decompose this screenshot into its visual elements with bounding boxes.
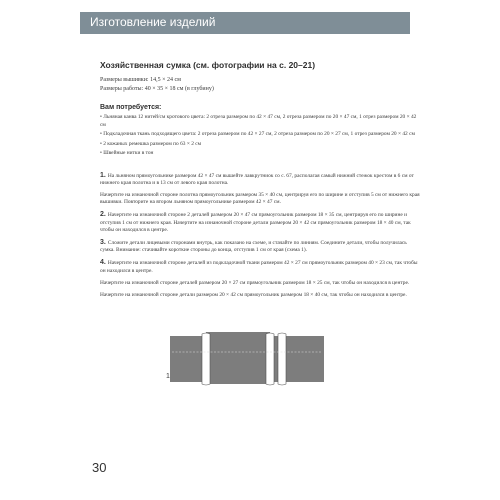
step-text: Начертите на изнаночной стороне 2 деталей размером 20 × 47 см прямоугольник размером 18 × 35 см, центрируя его по ширине и отступив 1 см от нижнего края. Начертите на изнаночной стороне детали размером 20 × 42 см прямоугольник размером 18 × 40 см, так чтобы он находился в центре.	[100, 212, 411, 233]
step-number: 2.	[100, 211, 106, 219]
figure-label: 1	[166, 373, 170, 380]
materials-list	[100, 114, 420, 158]
materials-item: • 2 кожаных ремешка размером по 63 × 2 см	[100, 140, 202, 147]
step-text: Сложите детали лицевыми сторонами внутрь, как показано на схеме, и стачайте по линиям. Соедините детали, чтобы получилась сумка. Внимание: стачивайте короткие стороны до конца, отступив 1 см от края (схема 1).	[100, 239, 407, 254]
materials-item: • Подкладочная ткань подходящего цвета: 2 отреза размером по 42 × 27 см, 2 отреза размером по 20 × 27 см, 1 отрез размером 20 × 42 см	[100, 131, 415, 137]
work-size: Размеры работы: 40 × 35 × 18 см (в глубину)	[100, 86, 214, 92]
step-text: Начертите на изнаночной стороне детали размером 20 × 42 см прямоугольник размером 18 × 40 см, так чтобы он находился в центре.	[100, 291, 407, 298]
instructions	[100, 172, 420, 300]
embroidery-size: Размеры вышивки: 14,5 × 24 см	[100, 77, 181, 83]
materials-item: • Швейные нитки в тон	[100, 150, 154, 156]
step-number: 3.	[100, 238, 106, 246]
section-meta	[100, 76, 420, 94]
fabric-panel	[206, 332, 270, 384]
fold-edge	[266, 333, 274, 385]
step-text: Начертите на изнаночной стороне деталей размером 20 × 27 см прямоугольник размером 18 × 25 см, так чтобы он находился в центре.	[100, 279, 410, 286]
chapter-header	[80, 12, 410, 34]
fabric-panels	[170, 332, 324, 384]
section-title: Хозяйственная сумка (см. фотографии на с. 20–21)	[100, 60, 316, 70]
fold-edge	[278, 333, 286, 385]
step-text: Начертите на изнаночной стороне полотна прямоугольник размером 35 × 40 см, центрируя его по ширине и отступив 5 см от нижнего края вышивки. Повторите на втором льняном прямоугольнике размером 42 × 47 см.	[100, 191, 420, 206]
materials-item: • Льняная канва 12 нитей/см кротового цвета: 2 отреза размером по 42 × 47 см, 2 отреза размером по 20 × 47 см, 1 отрез размером 20 × 42 см	[100, 114, 417, 128]
step-3	[100, 239, 420, 254]
step-4	[100, 259, 420, 299]
sewing-diagram	[168, 322, 328, 392]
fabric-panel	[170, 336, 206, 382]
page-number: 30	[92, 460, 107, 475]
step-1	[100, 172, 420, 207]
step-number: 1.	[100, 171, 106, 179]
page-content	[100, 60, 420, 304]
fabric-panel	[284, 336, 324, 382]
step-2	[100, 211, 420, 234]
fold-edge	[202, 333, 210, 385]
step-text: На льняном прямоугольнике размером 42 × 47 см вышейте лавкрутниок со с. 67, располагая самый нижний стежок крестом в 6 см от нижнего края полотна и в 13 см от левого края полотна.	[100, 172, 414, 186]
chapter-title: Изготовление изделий	[90, 15, 216, 29]
step-number: 4.	[100, 259, 106, 267]
materials-title: Вам потребуется:	[100, 104, 162, 111]
step-text: Начертите на изнаночной стороне деталей из подкладочной ткани размером 42 × 27 см прямоугольник размером 40 × 23 см, так чтобы он находился в центре.	[100, 260, 418, 274]
